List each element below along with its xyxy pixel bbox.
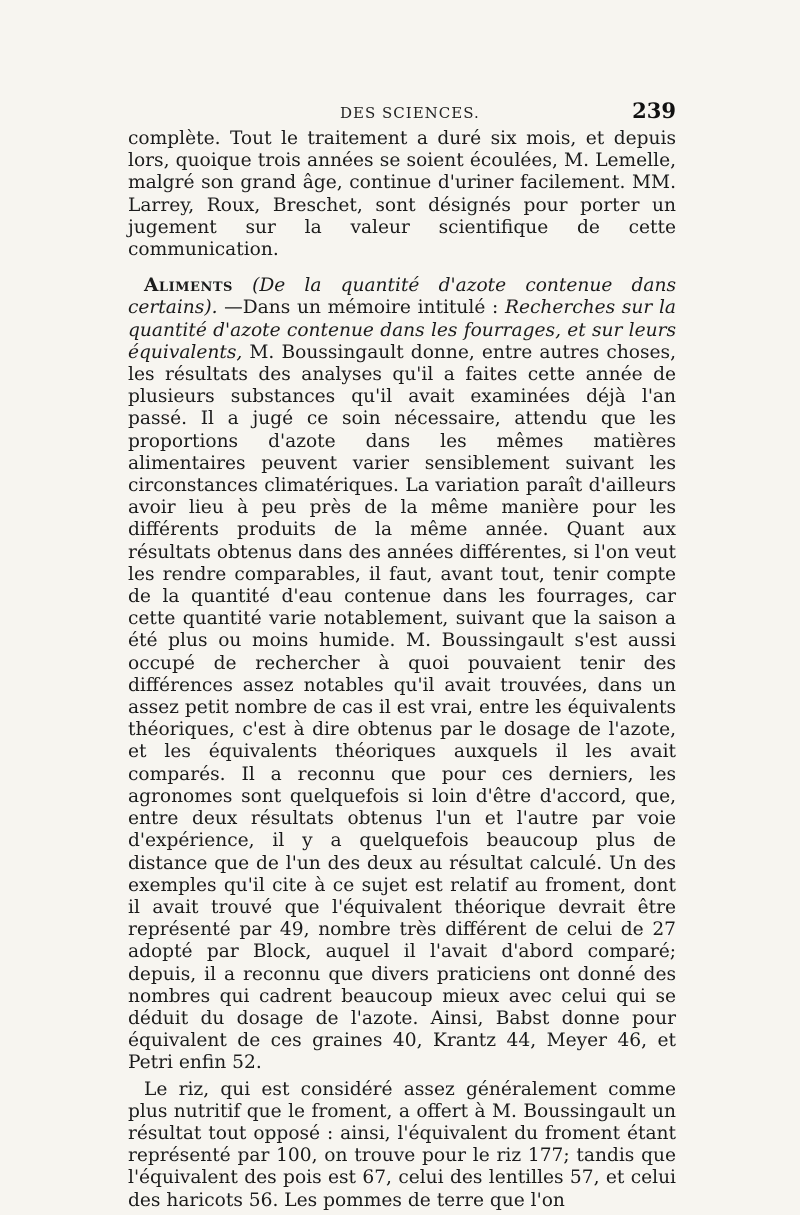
- paragraph-aliments: [128, 275, 676, 1074]
- paragraph-riz: Le riz, qui est considéré assez généralement comme plus nutritif que le froment, a offert à M. Boussingault un résultat tout opposé : ainsi, l'équivalent du froment étant représenté par 100, on trouve pour le riz 177; tandis que l'équivalent des pois est 67, celui des lentilles 57, et celui des haricots 56. Les pommes de terre que l'on: [128, 1078, 676, 1211]
- section-heading: Aliments: [144, 275, 233, 297]
- page-header: [128, 92, 676, 128]
- paragraph-text-intro: —Dans un mémoire intitulé :: [217, 297, 505, 319]
- memoir-title: Recherches sur la quantité d'azote contenue dans les fourrages, et sur leurs équivalents,: [128, 297, 676, 363]
- page-number: 239: [632, 98, 676, 123]
- page-body: [128, 128, 676, 1212]
- paragraph-lemelle: complète. Tout le traitement a duré six mois, et depuis lors, quoique trois années se soient écoulées, M. Lemelle, malgré son grand âge, continue d'uriner facilement. MM. Larrey, Roux, Breschet, sont désignés pour porter un jugement sur la valeur scientifique de cette communication.: [128, 128, 676, 261]
- book-page: [128, 92, 676, 1212]
- running-title: DES SCIENCES.: [340, 104, 480, 122]
- section-subtitle: (De la quantité d'azote contenue dans certains).: [128, 275, 676, 319]
- paragraph-text-body: M. Boussingault donne, entre autres choses, les résultats des analyses qu'il a faites cette année de plusieurs substances qu'il avait examinées déjà l'an passé. Il a jugé ce soin nécessaire, attendu que les proportions d'azote dans les mêmes matières alimentaires peuvent varier sensiblement suivant les circonstances climatériques. La variation paraît d'ailleurs avoir lieu à peu près de la même manière pour les différents produits de la même année. Quant aux résultats obtenus dans des années différentes, si l'on veut les rendre comparables, il faut, avant tout, tenir compte de la quantité d'eau contenue dans les fourrages, car cette quantité varie notablement, suivant que la saison a été plus ou moins humide. M. Boussingault s'est aussi occupé de rechercher à quoi pouvaient tenir des différences assez notables qu'il avait trouvées, dans un assez petit nombre de cas il est vrai, entre les équivalents théoriques, c'est à dire obtenus par le dosage de l'azote, et les équivalents théoriques auxquels il les avait comparés. Il a reconnu que pour ces derniers, les agronomes sont quelquefois si loin d'être d'accord, que, entre deux résultats obtenus l'un et l'autre par voie d'expérience, il y a quelquefois beaucoup plus de distance que de l'un des deux au résultat calculé. Un des exemples qu'il cite à ce sujet est relatif au froment, dont il avait trouvé que l'équivalent théorique devrait être représenté par 49, nombre très différent de celui de 27 adopté par Block, auquel il l'avait d'abord comparé; depuis, il a reconnu que divers praticiens ont donné des nombres qui cadrent beaucoup mieux avec celui qui se déduit du dosage de l'azote. Ainsi, Babst donne pour équivalent de ces graines 40, Krantz 44, Meyer 46, et Petri enfin 52.: [128, 341, 676, 1074]
